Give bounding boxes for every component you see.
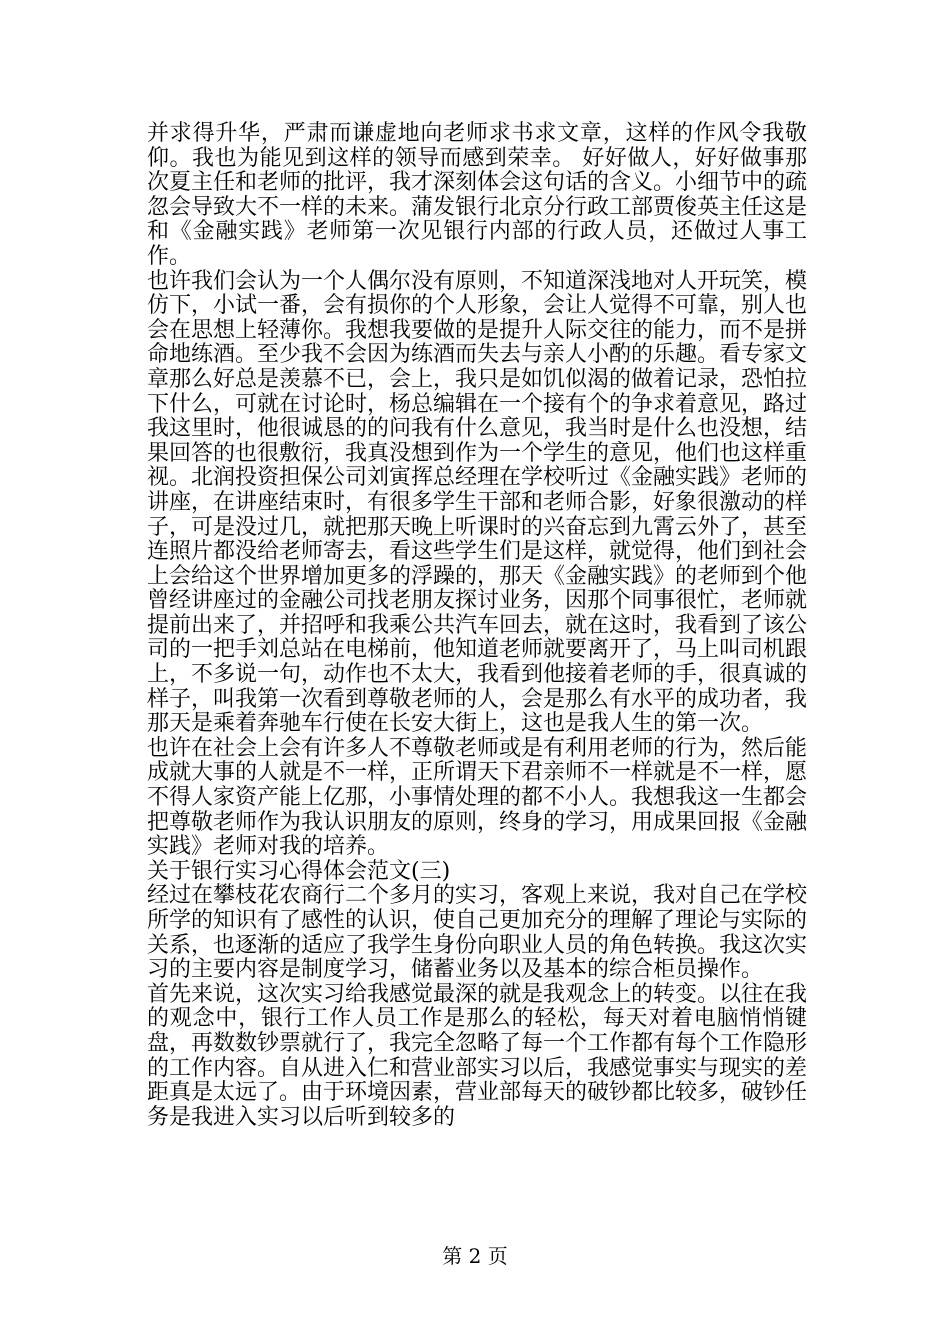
paragraph-2: 也许我们会认为一个人偶尔没有原则，不知道深浅地对人开玩笑，模仿下，小试一番，会有损你的个人形象，会让人觉得不可靠，别人也会在思想上轻薄你。我想我要做的是提升人际交往的能力，而不是拼命地练酒。至少我不会因为练酒而失去与亲人小酌的乐趣。看专家文章那么好总是羡慕不已，会上，我只是如饥似渴的做着记录，恐怕拉下什么，可就在讨论时，杨总编辑在一个接有个的争求着意见，路过我这里时，他很诚恳的的问我有什么意见，我当时是什么也没想，结果回答的也很敷衍，我真没想到作为一个学生的意见，他们也这样重视。北润投资担保公司刘寅挥总经理在学校听过《金融实践》老师的讲座，在讲座结束时，有很多学生干部和老师合影，好象很激动的样子，可是没过几，就把那天晚上听课时的兴奋忘到九霄云外了，甚至连照片都没给老师寄去，看这些学生们是这样，就觉得，他们到社会上会给这个世界增加更多的浮躁的，那天《金融实践》的老师到个他曾经讲座过的金融公司找老朋友探讨业务，因那个同事很忙，老师就提前出来了，并招呼和我乘公共汽车回去，就在这时，我看到了该公司的一把手刘总站在电梯前，他知道老师就要离开了，马上叫司机跟上，不多说一句，动作也不太大，我看到他接着老师的手，很真诚的样子，叫我第一次看到尊敬老师的人，会是那么有水平的成功者，我那天是乘着奔驰车行使在长安大街上，这也是我人生的第一次。 [147, 268, 808, 737]
paragraph-5: 首先来说，这次实习给我感觉最深的就是我观念上的转变。以往在我的观念中，银行工作人员工作是那么的轻松，每天对着电脑悄悄键盘，再数数钞票就行了，我完全忽略了每一个工作都有每个工作隐形的工作内容。自从进入仁和营业部实习以后，我感觉事实与现实的差距真是太远了。由于环境因素，营业部每天的破钞都比较多，破钞任务是我进入实习以后听到较多的 [147, 981, 808, 1130]
paragraph-4: 经过在攀枝花农商行二个多月的实习，客观上来说，我对自己在学校所学的知识有了感性的认识，使自己更加充分的理解了理论与实际的关系，也逐渐的适应了我学生身份向职业人员的角色转换。我这次实习的主要内容是制度学习，储蓄业务以及基本的综合柜员操作。 [147, 883, 808, 983]
page-number: 第 2 页 [442, 1244, 508, 1268]
paragraph-3: 也许在社会上会有许多人不尊敬老师或是有利用老师的行为，然后能成就大事的人就是不一样，正所谓天下君亲师不一样就是不一样，愿不得人家资产能上亿那，小事情处理的都不小人。我想我这一生都会把尊敬老师作为我认识朋友的原则，终身的学习，用成果回报《金融实践》老师对我的培养。 [147, 735, 808, 860]
paragraph-1: 并求得升华，严肃而谦虚地向老师求书求文章，这样的作风令我敬仰。我也为能见到这样的领导而感到荣幸。 好好做人，好好做事那次夏主任和老师的批评，我才深刻体会这句话的含义。小细节中的疏忽会导致大不一样的未来。蒲发银行北京分行政工部贾俊英主任这是和《金融实践》老师第一次见银行内部的行政人员，还做过人事工作。 [147, 121, 808, 269]
document-body [147, 122, 807, 1130]
section-heading: 关于银行实习心得体会范文(三) [147, 858, 451, 884]
